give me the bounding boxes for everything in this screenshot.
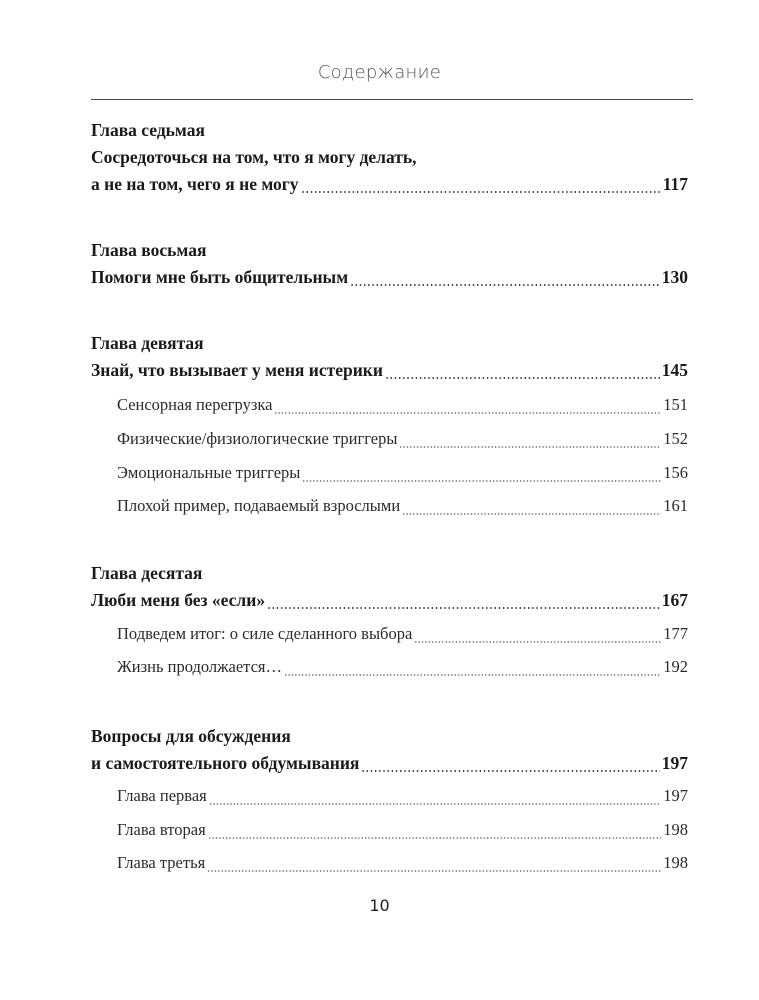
toc-entry-title: Эмоциональные триггеры: [117, 463, 301, 482]
chapter-heading: Глава восьмая: [91, 240, 207, 260]
chapter-title-line: Вопросы для обсуждения: [91, 726, 291, 746]
dot-leader: [284, 662, 661, 676]
toc-page-number: 130: [661, 267, 688, 287]
toc-entry-chapter-10[interactable]: [91, 590, 688, 614]
toc-entry-questions[interactable]: [91, 753, 688, 777]
dot-leader: [302, 468, 661, 482]
toc-subentry[interactable]: [117, 657, 688, 681]
toc-subentry[interactable]: [117, 786, 688, 810]
chapter-heading: Глава десятая: [91, 563, 203, 583]
toc-entry-title: Глава первая: [117, 786, 207, 805]
toc-page-number: 177: [663, 624, 688, 643]
toc-page-number: 156: [663, 463, 688, 482]
toc-subentry[interactable]: [117, 463, 688, 487]
toc-page-number: 151: [663, 395, 688, 414]
dot-leader: [385, 365, 660, 379]
toc-page-number: 161: [663, 496, 688, 515]
dot-leader: [274, 400, 661, 414]
toc-page-number: 192: [663, 657, 688, 676]
dot-leader: [267, 595, 660, 609]
toc-page-number: 197: [663, 786, 688, 805]
toc-page-number: 145: [661, 360, 688, 380]
toc-entry-title: Физические/физиологические триггеры: [117, 429, 398, 448]
toc-entry-title: Глава третья: [117, 853, 206, 872]
dot-leader: [361, 758, 659, 772]
toc-page-number: 117: [662, 174, 688, 194]
toc-page-number: 198: [663, 820, 688, 839]
dot-leader: [402, 501, 661, 515]
chapter-heading: Глава девятая: [91, 333, 204, 353]
dot-leader: [414, 629, 661, 643]
dot-leader: [301, 179, 661, 193]
toc-subentry[interactable]: [117, 853, 688, 877]
toc-page-number: 152: [663, 429, 688, 448]
dot-leader: [399, 434, 661, 448]
toc-entry-title: Знай, что вызывает у меня истерики: [91, 360, 383, 380]
toc-subentry[interactable]: [117, 624, 688, 648]
page-number: 10: [369, 896, 390, 915]
toc-entry-chapter-9[interactable]: [91, 360, 688, 384]
toc-subentry[interactable]: [117, 496, 688, 520]
toc-entry-chapter-7[interactable]: [91, 174, 688, 198]
toc-entry-title: Подведем итог: о силе сделанного выбора: [117, 624, 413, 643]
dot-leader: [208, 825, 662, 839]
toc-entry-title: Глава вторая: [117, 820, 206, 839]
toc-subentry[interactable]: [117, 429, 688, 453]
toc-entry-title: и самостоятельного обдумывания: [91, 753, 360, 773]
page-title: Содержание: [317, 62, 442, 83]
dot-leader: [209, 791, 661, 805]
toc-entry-chapter-8[interactable]: [91, 267, 688, 291]
toc-entry-title: Плохой пример, подаваемый взрослыми: [117, 496, 401, 515]
toc-entry-title: Помоги мне быть общительным: [91, 267, 349, 287]
toc-page-number: 197: [661, 753, 688, 773]
toc-subentry[interactable]: [117, 820, 688, 844]
chapter-title-line: Сосредоточься на том, что я могу делать,: [91, 147, 417, 167]
toc-subentry[interactable]: [117, 395, 688, 419]
dot-leader: [207, 858, 661, 872]
toc-entry-title: Люби меня без «если»: [91, 590, 266, 610]
toc-entry-title: Жизнь продолжается…: [117, 657, 282, 676]
dot-leader: [350, 272, 660, 286]
chapter-heading: Глава седьмая: [91, 120, 205, 140]
toc-page-number: 198: [663, 853, 688, 872]
header-rule: [91, 99, 693, 100]
toc-page-number: 167: [661, 590, 688, 610]
toc-entry-title: а не на том, чего я не могу: [91, 174, 299, 194]
toc-entry-title: Сенсорная перегрузка: [117, 395, 273, 414]
